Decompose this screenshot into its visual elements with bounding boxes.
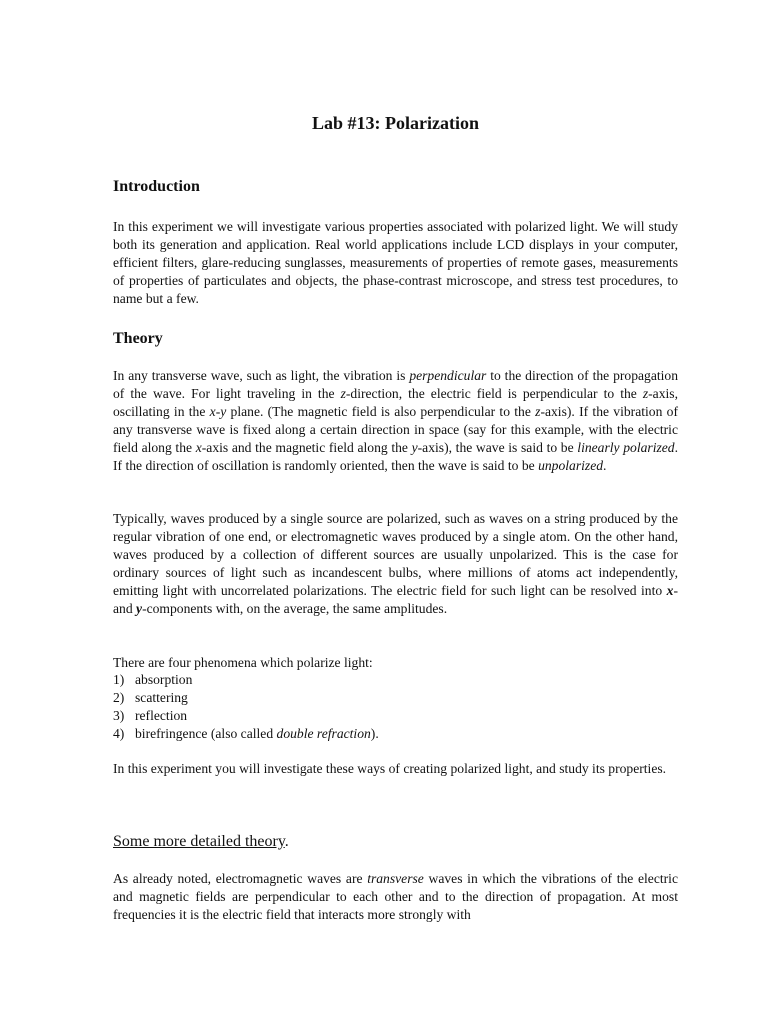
theory-paragraph-4: In this experiment you will investigate these ways of creating polarized light, and study its properties.: [113, 761, 667, 776]
phenomena-intro: There are four phenomena which polarize light:: [113, 655, 373, 670]
introduction-heading: Introduction: [113, 178, 200, 195]
theory-heading: Theory: [113, 330, 163, 347]
list-item: 3) reflection: [113, 708, 188, 723]
list-item: 4) birefringence (also called double refraction).: [113, 726, 379, 741]
theory-paragraph-2: Typically, waves produced by a single source are polarized, such as waves on a string produced by the regular vibration of one end, or electromagnetic waves produced by a single atom. On the other hand, waves produced by a collection of different sources are usually unpolarized. This is the case for ordinary sources of light such as incandescent bulbs, where millions of atoms act independently, emitting light with uncorrelated polarizations. The electric field for such light can be resolved into x- and y-components with, on the average, the same amplitudes.: [113, 511, 678, 616]
introduction-paragraph: In this experiment we will investigate various properties associated with polarized light. We will study both its generation and application. Real world applications include LCD displays in your computer, efficient filters, glare-reducing sunglasses, measurements of properties of remote gases, measurements of properties of particulates and objects, the phase-contrast microscope, and stress test procedures, to name but a few.: [113, 219, 678, 306]
list-item: 2) scattering: [113, 690, 188, 705]
phenomena-list: [113, 671, 678, 743]
page-title: Lab #13: Polarization: [312, 113, 479, 133]
list-item: 1) absorption: [113, 672, 193, 687]
detailed-theory-paragraph: As already noted, electromagnetic waves are transverse waves in which the vibrations of the electric and magnetic fields are perpendicular to each other and to the direction of propagation. At most frequencies it is the electric field that interacts more strongly with: [113, 871, 678, 922]
detailed-theory-heading: Some more detailed theory.: [113, 833, 289, 850]
theory-paragraph-1: In any transverse wave, such as light, the vibration is perpendicular to the direction of the propagation of the wave. For light traveling in the z-direction, the electric field is perpendicular to the z-axis, oscillating in the x-y plane. (The magnetic field is also perpendicular to the z-axis). If the vibration of any transverse wave is fixed along a certain direction in space (say for this example, with the electric field along the x-axis and the magnetic field along the y-axis), the wave is said to be linearly polarized. If the direction of oscillation is randomly oriented, then the wave is said to be unpolarized.: [113, 368, 679, 473]
